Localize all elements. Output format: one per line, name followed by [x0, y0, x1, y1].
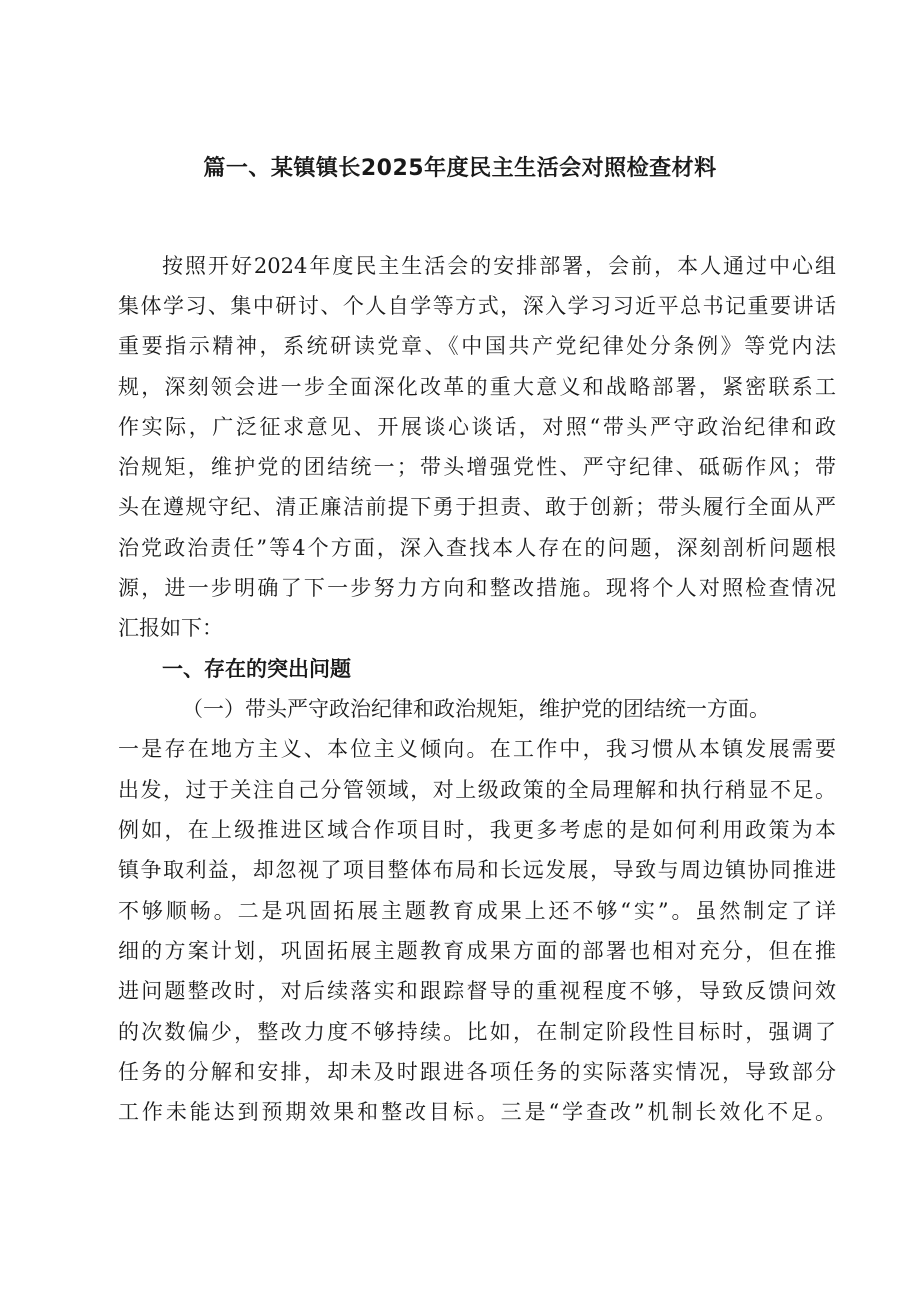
- intro-line: 作实际，广泛征求意见、开展谈心谈话，对照“带头严守政治纪律和政: [118, 415, 836, 439]
- intro-line: 集体学习、集中研讨、个人自学等方式，深入学习习近平总书记重要讲话: [118, 294, 836, 318]
- intro-line: 重要指示精神，系统研读党章、《中国共产党纪律处分条例》等党内法: [118, 334, 836, 358]
- body-line: 不够顺畅。二是巩固拓展主题教育成果上还不够“实”。虽然制定了详: [118, 899, 836, 923]
- body-line: 细的方案计划，巩固拓展主题教育成果方面的部署也相对充分，但在推: [118, 939, 836, 963]
- body-line: 工作未能达到预期效果和整改目标。三是“学查改”机制长效化不足。: [118, 1100, 836, 1124]
- document-title: 篇一、某镇镇长2025年度民主生活会对照检查材料: [203, 156, 717, 181]
- body-line: 出发，过于关注自己分管领域，对上级政策的全局理解和执行稍显不足。: [118, 778, 836, 802]
- body-line: 任务的分解和安排，却未及时跟进各项任务的实际落实情况，导致部分: [118, 1060, 836, 1084]
- intro-line: 源，进一步明确了下一步努力方向和整改措施。现将个人对照检查情况: [118, 576, 836, 600]
- intro-line: 汇报如下：: [118, 616, 223, 640]
- body-line: 镇争取利益，却忽视了项目整体布局和长远发展，导致与周边镇协同推进: [118, 858, 836, 882]
- subsection-heading: （一）带头严守政治纪律和政治规矩，维护党的团结统一方面。: [182, 697, 770, 721]
- body-line: 一是存在地方主义、本位主义倾向。在工作中，我习惯从本镇发展需要: [118, 737, 836, 761]
- intro-line: 头在遵规守纪、清正廉洁前提下勇于担责、敢于创新；带头履行全面从严: [118, 495, 836, 519]
- body-line: 进问题整改时，对后续落实和跟踪督导的重视程度不够，导致反馈问效: [118, 979, 836, 1003]
- body-line: 的次数偏少，整改力度不够持续。比如，在制定阶段性目标时，强调了: [118, 1020, 836, 1044]
- intro-line: 按照开好2024年度民主生活会的安排部署，会前，本人通过中心组: [162, 254, 836, 278]
- intro-line: 规，深刻领会进一步全面深化改革的重大意义和战略部署，紧密联系工: [118, 375, 836, 399]
- section-heading: 一、存在的突出问题: [162, 657, 351, 681]
- intro-line: 治党政治责任”等4个方面，深入查找本人存在的问题，深刻剖析问题根: [118, 536, 836, 560]
- body-line: 例如，在上级推进区域合作项目时，我更多考虑的是如何利用政策为本: [118, 818, 836, 842]
- intro-line: 治规矩，维护党的团结统一；带头增强党性、严守纪律、砥砺作风；带: [118, 455, 836, 479]
